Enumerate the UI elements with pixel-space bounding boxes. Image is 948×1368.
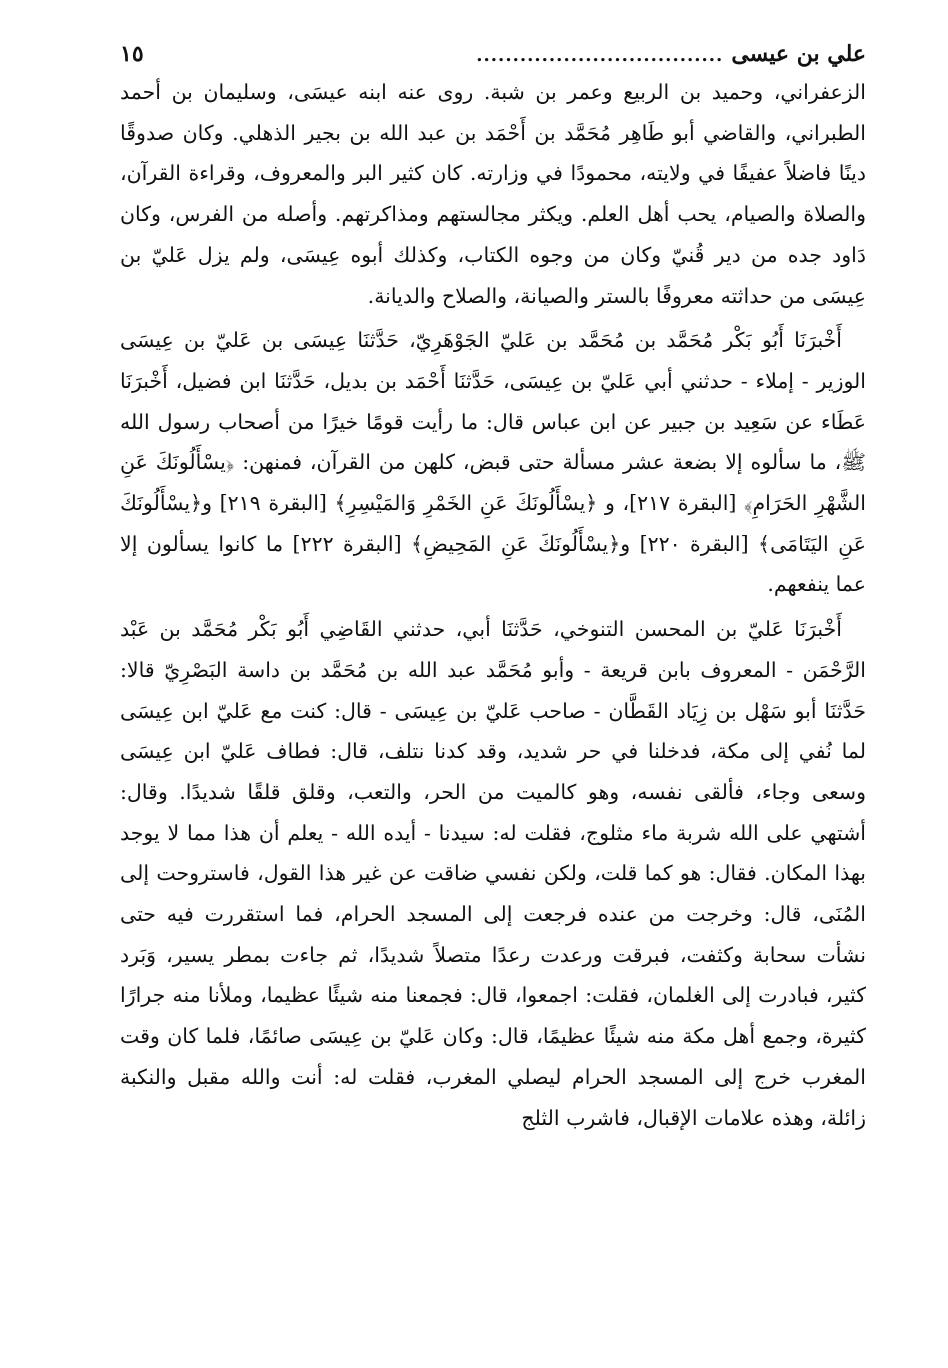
book-page: [120, 30, 866, 1340]
paragraph-mecca-story: أَخْبرَنَا عَليّ بن المحسن التنوخي، حَدَّثنَا أبي، حدثني القَاضِي أَبُو بَكْر مُحَمَّد بن عَبْد الرَّحْمَن - المعروف بابن قريعة - وأبو مُحَمَّد عبد الله بن مُحَمَّد بن داسة البَصْرِيّ قالا: حَدَّثنَا أبو سَهْل بن زِيَاد القَطَّان - صاحب عَليّ بن عِيسَى - قال: كنت مع عَليّ ابن عِيسَى لما نُفي إلى مكة، فدخلنا في حر شديد، وقد كدنا نتلف، قال: فطاف عَليّ ابن عِيسَى وسعى وجاء، فألقى نفسه، وهو كالميت من الحر، والتعب، وقلق قلقًا شديدًا. وقال: أشتهي على الله شربة ماء مثلوج، فقلت له: سيدنا - أيده الله - يعلم أن هذا مما لا يوجد بهذا المكان. فقال: هو كما قلت، ولكن نفسي ضاقت عن غير هذا القول، فاستروحت إلى المُنَى، قال: وخرجت من عنده فرجعت إلى المسجد الحرام، فما استقررت فيه حتى نشأت سحابة وكثفت، فبرقت ورعدت رعدًا متصلاً شديدًا، ثم جاءت بمطر يسير، وَبَرد كثير، فبادرت إلى الغلمان، فقلت: اجمعوا، قال: فجمعنا منه شيئًا عظيما، وملأنا منه جرارًا كثيرة، وجمع أهل مكة منه شيئًا عظيمًا، قال: وكان عَليّ بن عِيسَى صائمًا، فلما كان وقت المغرب خرج إلى المسجد الحرام ليصلي المغرب، فقلت له: أنت والله مقبل والنكبة زائلة، وهذه علامات الإقبال، فاشرب الثلج: [120, 617, 866, 1130]
leader-dots: ..................................: [476, 45, 724, 66]
page-number: ١٥: [120, 41, 144, 67]
paragraph-biography: الزعفراني، وحميد بن الربيع وعمر بن شبة. روى عنه ابنه عيسَى، وسليمان بن أحمد الطبراني، والقاضي أبو طَاهِر مُحَمَّد بن أَحْمَد بن عبد الله بن بجير الذهلي. وكان صدوقًا دينًا فاضلاً عفيفًا في ولايته، محمودًا في وزارته. كان كثير البر والمعروف، وقراءة القرآن، والصلاة والصيام، يحب أهل العلم. ويكثر مجالستهم ومذاكرتهم. وأصله من الفرس، وكان دَاود جده من دير قُنيّ وكان من وجوه الكتاب، وكذلك أبوه عِيسَى، ولم يزل عَليّ بن عِيسَى من حداثته معروفًا بالستر والصيانة، والصلاح والديانة.: [120, 80, 866, 308]
body-text: [120, 72, 866, 1138]
running-title: علي بن عيسى: [731, 41, 866, 67]
paragraph-hadith-narration: أَخْبرَنَا أَبُو بَكْر مُحَمَّد بن مُحَمَّد بن عَليّ الجَوْهَرِيّ، حَدَّثنَا عِيسَى بن عَليّ بن عِيسَى الوزير - إملاء - حدثني أبي عَليّ بن عِيسَى، حَدَّثنَا أَحْمَد بن بديل، حَدَّثنَا ابن فضيل، أَخْبرَنَا عَطَاء عن سَعِيد بن جبير عن ابن عباس قال: ما رأيت قومًا خيرًا من أصحاب رسول الله ﷺ، ما سألوه إلا بضعة عشر مسألة حتى قبض، كلهن من القرآن، فمنهن: ﴿يسْأَلُونَكَ عَنِ الشَّهْرِ الحَرَامِ﴾ [البقرة ٢١٧]، و ﴿يسْأَلُونَكَ عَنِ الخَمْرِ وَالمَيْسِرِ﴾ [البقرة ٢١٩] و﴿يسْأَلُونَكَ عَنِ اليَتَامَى﴾ [البقرة ٢٢٠] و﴿يسْأَلُونَكَ عَنِ المَحِيضِ﴾ [البقرة ٢٢٢] ما كانوا يسألون إلا عما ينفعهم.: [120, 328, 866, 597]
running-header: [120, 30, 866, 68]
